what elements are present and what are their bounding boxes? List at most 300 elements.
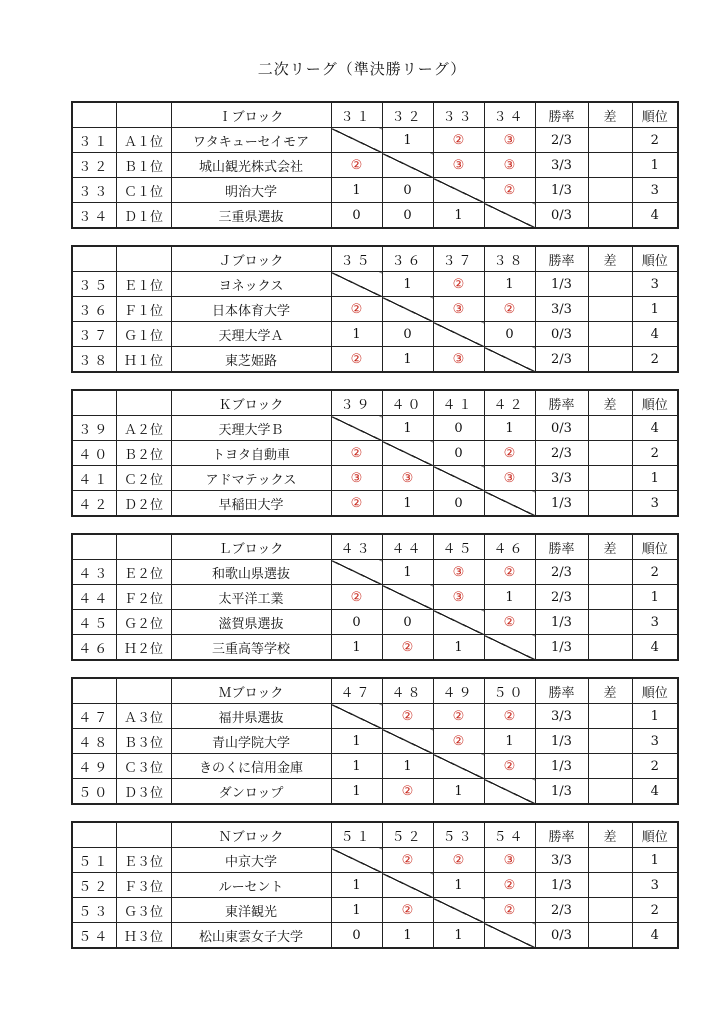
- team-number: ３３: [72, 178, 116, 203]
- self-match-cell: [484, 203, 535, 229]
- match-result: 1: [331, 729, 382, 754]
- match-result: 0: [331, 203, 382, 229]
- match-result: ②: [331, 585, 382, 610]
- block-name: Ｋブロック: [171, 390, 331, 416]
- match-result: ②: [331, 297, 382, 322]
- match-result: 1: [382, 754, 433, 779]
- diff-header: 差: [588, 102, 632, 128]
- opponent-header: ３６: [382, 246, 433, 272]
- goal-diff: [588, 779, 632, 805]
- rank: 2: [632, 754, 678, 779]
- opponent-header: ３１: [331, 102, 382, 128]
- match-result: ②: [433, 704, 484, 729]
- match-result: 0: [382, 178, 433, 203]
- rank: 1: [632, 704, 678, 729]
- seed-label: Ｂ１位: [116, 153, 171, 178]
- match-result: ③: [433, 153, 484, 178]
- team-name: 福井県選抜: [171, 704, 331, 729]
- seed-label: Ｃ３位: [116, 754, 171, 779]
- table-row: [72, 560, 678, 585]
- rank: 1: [632, 466, 678, 491]
- match-result: 0: [484, 322, 535, 347]
- goal-diff: [588, 347, 632, 373]
- rank-header: 順位: [632, 534, 678, 560]
- diff-header: 差: [588, 678, 632, 704]
- match-result: ②: [484, 441, 535, 466]
- seed-label: Ｃ２位: [116, 466, 171, 491]
- goal-diff: [588, 873, 632, 898]
- team-number: ３１: [72, 128, 116, 153]
- table-row: [72, 729, 678, 754]
- table-row: [72, 466, 678, 491]
- team-name: 東芝姫路: [171, 347, 331, 373]
- team-number: ３６: [72, 297, 116, 322]
- table-row: [72, 754, 678, 779]
- seed-label: Ｇ１位: [116, 322, 171, 347]
- goal-diff: [588, 729, 632, 754]
- rank: 3: [632, 873, 678, 898]
- opponent-header: ３７: [433, 246, 484, 272]
- table-row: [72, 873, 678, 898]
- self-match-cell: [331, 416, 382, 441]
- seed-label: Ａ１位: [116, 128, 171, 153]
- team-name: 日本体育大学: [171, 297, 331, 322]
- table-row: [72, 416, 678, 441]
- self-match-cell: [331, 848, 382, 873]
- seed-label: Ｃ１位: [116, 178, 171, 203]
- header-blank: [116, 534, 171, 560]
- goal-diff: [588, 848, 632, 873]
- rank-header: 順位: [632, 678, 678, 704]
- seed-label: Ｄ２位: [116, 491, 171, 517]
- rank: 2: [632, 898, 678, 923]
- self-match-cell: [484, 347, 535, 373]
- match-result: ②: [433, 272, 484, 297]
- match-result: 1: [484, 585, 535, 610]
- team-name: 和歌山県選抜: [171, 560, 331, 585]
- rank-header: 順位: [632, 390, 678, 416]
- table-row: [72, 128, 678, 153]
- seed-label: Ｆ２位: [116, 585, 171, 610]
- block-name: Ｍブロック: [171, 678, 331, 704]
- header-blank: [72, 822, 116, 848]
- team-number: ４５: [72, 610, 116, 635]
- opponent-header: ３９: [331, 390, 382, 416]
- header-blank: [116, 678, 171, 704]
- match-result: ③: [433, 585, 484, 610]
- table-row: [72, 779, 678, 805]
- goal-diff: [588, 466, 632, 491]
- seed-label: Ｈ２位: [116, 635, 171, 661]
- win-rate: 3/3: [535, 704, 588, 729]
- match-result: 1: [382, 923, 433, 949]
- self-match-cell: [382, 585, 433, 610]
- self-match-cell: [382, 873, 433, 898]
- team-number: ４２: [72, 491, 116, 517]
- opponent-header: ５０: [484, 678, 535, 704]
- self-match-cell: [484, 635, 535, 661]
- match-result: ②: [484, 754, 535, 779]
- match-result: ②: [484, 610, 535, 635]
- goal-diff: [588, 898, 632, 923]
- seed-label: Ｇ３位: [116, 898, 171, 923]
- team-name: 東洋観光: [171, 898, 331, 923]
- win-rate: 0/3: [535, 322, 588, 347]
- match-result: ②: [331, 441, 382, 466]
- match-result: 1: [382, 128, 433, 153]
- table-row: [72, 848, 678, 873]
- match-result: ③: [433, 297, 484, 322]
- win-rate-header: 勝率: [535, 246, 588, 272]
- opponent-header: ４８: [382, 678, 433, 704]
- header-blank: [72, 102, 116, 128]
- team-number: ３４: [72, 203, 116, 229]
- match-result: ③: [484, 153, 535, 178]
- team-number: ５１: [72, 848, 116, 873]
- table-row: [72, 347, 678, 373]
- team-name: 青山学院大学: [171, 729, 331, 754]
- opponent-header: ５４: [484, 822, 535, 848]
- header-blank: [72, 534, 116, 560]
- match-result: ②: [382, 848, 433, 873]
- goal-diff: [588, 560, 632, 585]
- self-match-cell: [433, 466, 484, 491]
- goal-diff: [588, 416, 632, 441]
- goal-diff: [588, 635, 632, 661]
- match-result: ②: [331, 491, 382, 517]
- league-table: [71, 389, 679, 517]
- league-table: [71, 677, 679, 805]
- self-match-cell: [433, 178, 484, 203]
- match-result: 1: [331, 754, 382, 779]
- league-table: [71, 533, 679, 661]
- win-rate: 1/3: [535, 873, 588, 898]
- diff-header: 差: [588, 822, 632, 848]
- seed-label: Ｄ１位: [116, 203, 171, 229]
- league-table: [71, 821, 679, 949]
- win-rate: 2/3: [535, 441, 588, 466]
- opponent-header: ３４: [484, 102, 535, 128]
- match-result: 0: [433, 416, 484, 441]
- self-match-cell: [382, 441, 433, 466]
- match-result: ②: [382, 635, 433, 661]
- seed-label: Ｂ２位: [116, 441, 171, 466]
- win-rate: 0/3: [535, 203, 588, 229]
- team-name: 中京大学: [171, 848, 331, 873]
- table-row: [72, 635, 678, 661]
- self-match-cell: [382, 153, 433, 178]
- rank: 2: [632, 128, 678, 153]
- match-result: ②: [484, 704, 535, 729]
- match-result: ②: [484, 873, 535, 898]
- win-rate: 0/3: [535, 416, 588, 441]
- rank: 1: [632, 153, 678, 178]
- match-result: ③: [484, 466, 535, 491]
- match-result: ②: [331, 153, 382, 178]
- goal-diff: [588, 297, 632, 322]
- diff-header: 差: [588, 246, 632, 272]
- seed-label: Ａ２位: [116, 416, 171, 441]
- team-name: ルーセント: [171, 873, 331, 898]
- team-number: ３９: [72, 416, 116, 441]
- goal-diff: [588, 923, 632, 949]
- table-header-row: [72, 678, 678, 704]
- match-result: 0: [331, 610, 382, 635]
- match-result: 0: [331, 923, 382, 949]
- team-number: ５２: [72, 873, 116, 898]
- table-row: [72, 491, 678, 517]
- seed-label: Ｄ３位: [116, 779, 171, 805]
- win-rate: 1/3: [535, 610, 588, 635]
- match-result: 1: [433, 779, 484, 805]
- rank: 2: [632, 441, 678, 466]
- table-row: [72, 441, 678, 466]
- team-name: 三重県選抜: [171, 203, 331, 229]
- match-result: 1: [382, 272, 433, 297]
- match-result: 1: [382, 560, 433, 585]
- self-match-cell: [484, 923, 535, 949]
- win-rate: 1/3: [535, 729, 588, 754]
- self-match-cell: [484, 491, 535, 517]
- self-match-cell: [331, 560, 382, 585]
- match-result: ②: [484, 560, 535, 585]
- win-rate-header: 勝率: [535, 102, 588, 128]
- win-rate: 0/3: [535, 923, 588, 949]
- team-name: 天理大学Ａ: [171, 322, 331, 347]
- win-rate: 3/3: [535, 466, 588, 491]
- rank: 4: [632, 322, 678, 347]
- team-number: ４９: [72, 754, 116, 779]
- self-match-cell: [331, 128, 382, 153]
- rank: 3: [632, 610, 678, 635]
- rank-header: 順位: [632, 822, 678, 848]
- table-header-row: [72, 822, 678, 848]
- opponent-header: ５２: [382, 822, 433, 848]
- opponent-header: ４４: [382, 534, 433, 560]
- table-row: [72, 704, 678, 729]
- match-result: 1: [433, 635, 484, 661]
- rank-header: 順位: [632, 102, 678, 128]
- match-result: ③: [484, 128, 535, 153]
- match-result: 1: [331, 322, 382, 347]
- win-rate: 3/3: [535, 297, 588, 322]
- block-name: Ｉブロック: [171, 102, 331, 128]
- goal-diff: [588, 491, 632, 517]
- win-rate-header: 勝率: [535, 678, 588, 704]
- match-result: 0: [433, 441, 484, 466]
- goal-diff: [588, 441, 632, 466]
- goal-diff: [588, 704, 632, 729]
- win-rate: 1/3: [535, 779, 588, 805]
- team-number: ３５: [72, 272, 116, 297]
- page-title: 二次リーグ（準決勝リーグ）: [257, 60, 467, 78]
- team-name: 滋賀県選抜: [171, 610, 331, 635]
- league-table: [71, 245, 679, 373]
- table-row: [72, 322, 678, 347]
- rank: 3: [632, 178, 678, 203]
- goal-diff: [588, 128, 632, 153]
- match-result: ②: [382, 704, 433, 729]
- match-result: 1: [433, 873, 484, 898]
- table-row: [72, 203, 678, 229]
- team-name: 三重高等学校: [171, 635, 331, 661]
- header-blank: [116, 390, 171, 416]
- diff-header: 差: [588, 390, 632, 416]
- rank: 2: [632, 560, 678, 585]
- team-name: ダンロップ: [171, 779, 331, 805]
- seed-label: Ｅ１位: [116, 272, 171, 297]
- rank-header: 順位: [632, 246, 678, 272]
- match-result: ③: [484, 848, 535, 873]
- opponent-header: ３５: [331, 246, 382, 272]
- team-name: アドマテックス: [171, 466, 331, 491]
- header-blank: [72, 246, 116, 272]
- match-result: ②: [433, 128, 484, 153]
- match-result: ②: [433, 729, 484, 754]
- opponent-header: ３８: [484, 246, 535, 272]
- team-number: ５４: [72, 923, 116, 949]
- match-result: 1: [382, 491, 433, 517]
- match-result: ②: [331, 347, 382, 373]
- win-rate: 3/3: [535, 848, 588, 873]
- header-blank: [116, 246, 171, 272]
- goal-diff: [588, 754, 632, 779]
- win-rate: 1/3: [535, 635, 588, 661]
- opponent-header: ４７: [331, 678, 382, 704]
- match-result: ③: [433, 347, 484, 373]
- table-row: [72, 610, 678, 635]
- match-result: 1: [331, 178, 382, 203]
- self-match-cell: [382, 729, 433, 754]
- win-rate-header: 勝率: [535, 822, 588, 848]
- seed-label: Ｆ１位: [116, 297, 171, 322]
- team-number: ５０: [72, 779, 116, 805]
- goal-diff: [588, 322, 632, 347]
- rank: 4: [632, 416, 678, 441]
- team-number: ５３: [72, 898, 116, 923]
- rank: 4: [632, 635, 678, 661]
- team-number: ４３: [72, 560, 116, 585]
- table-header-row: [72, 102, 678, 128]
- goal-diff: [588, 178, 632, 203]
- rank: 1: [632, 297, 678, 322]
- league-table: [71, 101, 679, 229]
- seed-label: Ｂ３位: [116, 729, 171, 754]
- team-number: ４０: [72, 441, 116, 466]
- opponent-header: ４６: [484, 534, 535, 560]
- match-result: ③: [382, 466, 433, 491]
- opponent-header: ３３: [433, 102, 484, 128]
- win-rate: 2/3: [535, 347, 588, 373]
- rank: 4: [632, 779, 678, 805]
- self-match-cell: [433, 322, 484, 347]
- table-row: [72, 272, 678, 297]
- match-result: 1: [433, 203, 484, 229]
- team-number: ４４: [72, 585, 116, 610]
- rank: 3: [632, 272, 678, 297]
- table-row: [72, 178, 678, 203]
- table-header-row: [72, 534, 678, 560]
- match-result: ②: [433, 848, 484, 873]
- team-name: 城山観光株式会社: [171, 153, 331, 178]
- opponent-header: ５１: [331, 822, 382, 848]
- header-blank: [116, 102, 171, 128]
- match-result: 1: [331, 898, 382, 923]
- team-number: ４８: [72, 729, 116, 754]
- self-match-cell: [433, 610, 484, 635]
- win-rate: 3/3: [535, 153, 588, 178]
- match-result: ②: [484, 898, 535, 923]
- opponent-header: ４５: [433, 534, 484, 560]
- self-match-cell: [433, 898, 484, 923]
- match-result: ③: [331, 466, 382, 491]
- table-row: [72, 898, 678, 923]
- match-result: 0: [382, 322, 433, 347]
- match-result: 0: [382, 610, 433, 635]
- rank: 4: [632, 203, 678, 229]
- goal-diff: [588, 585, 632, 610]
- rank: 2: [632, 347, 678, 373]
- match-result: 1: [331, 635, 382, 661]
- block-name: Ｊブロック: [171, 246, 331, 272]
- table-row: [72, 297, 678, 322]
- self-match-cell: [433, 754, 484, 779]
- opponent-header: ４０: [382, 390, 433, 416]
- match-result: 0: [382, 203, 433, 229]
- team-name: トヨタ自動車: [171, 441, 331, 466]
- match-result: ②: [382, 898, 433, 923]
- match-result: ②: [484, 297, 535, 322]
- self-match-cell: [331, 272, 382, 297]
- win-rate: 1/3: [535, 491, 588, 517]
- rank: 1: [632, 585, 678, 610]
- match-result: 1: [433, 923, 484, 949]
- seed-label: Ｇ２位: [116, 610, 171, 635]
- team-number: ４１: [72, 466, 116, 491]
- team-number: ４７: [72, 704, 116, 729]
- header-blank: [116, 822, 171, 848]
- team-name: ワタキューセイモア: [171, 128, 331, 153]
- seed-label: Ｅ２位: [116, 560, 171, 585]
- team-name: 早稲田大学: [171, 491, 331, 517]
- team-number: ３７: [72, 322, 116, 347]
- team-name: ヨネックス: [171, 272, 331, 297]
- match-result: 1: [382, 416, 433, 441]
- match-result: 1: [484, 416, 535, 441]
- match-result: 1: [331, 873, 382, 898]
- block-name: Ｌブロック: [171, 534, 331, 560]
- rank: 3: [632, 729, 678, 754]
- win-rate: 1/3: [535, 754, 588, 779]
- table-row: [72, 585, 678, 610]
- opponent-header: ３２: [382, 102, 433, 128]
- win-rate: 2/3: [535, 560, 588, 585]
- team-number: ４６: [72, 635, 116, 661]
- opponent-header: ４１: [433, 390, 484, 416]
- opponent-header: ４３: [331, 534, 382, 560]
- team-name: きのくに信用金庫: [171, 754, 331, 779]
- rank: 4: [632, 923, 678, 949]
- table-header-row: [72, 390, 678, 416]
- team-name: 松山東雲女子大学: [171, 923, 331, 949]
- seed-label: Ｅ３位: [116, 848, 171, 873]
- table-row: [72, 153, 678, 178]
- match-result: 1: [331, 779, 382, 805]
- team-name: 明治大学: [171, 178, 331, 203]
- block-name: Ｎブロック: [171, 822, 331, 848]
- win-rate: 1/3: [535, 178, 588, 203]
- header-blank: [72, 390, 116, 416]
